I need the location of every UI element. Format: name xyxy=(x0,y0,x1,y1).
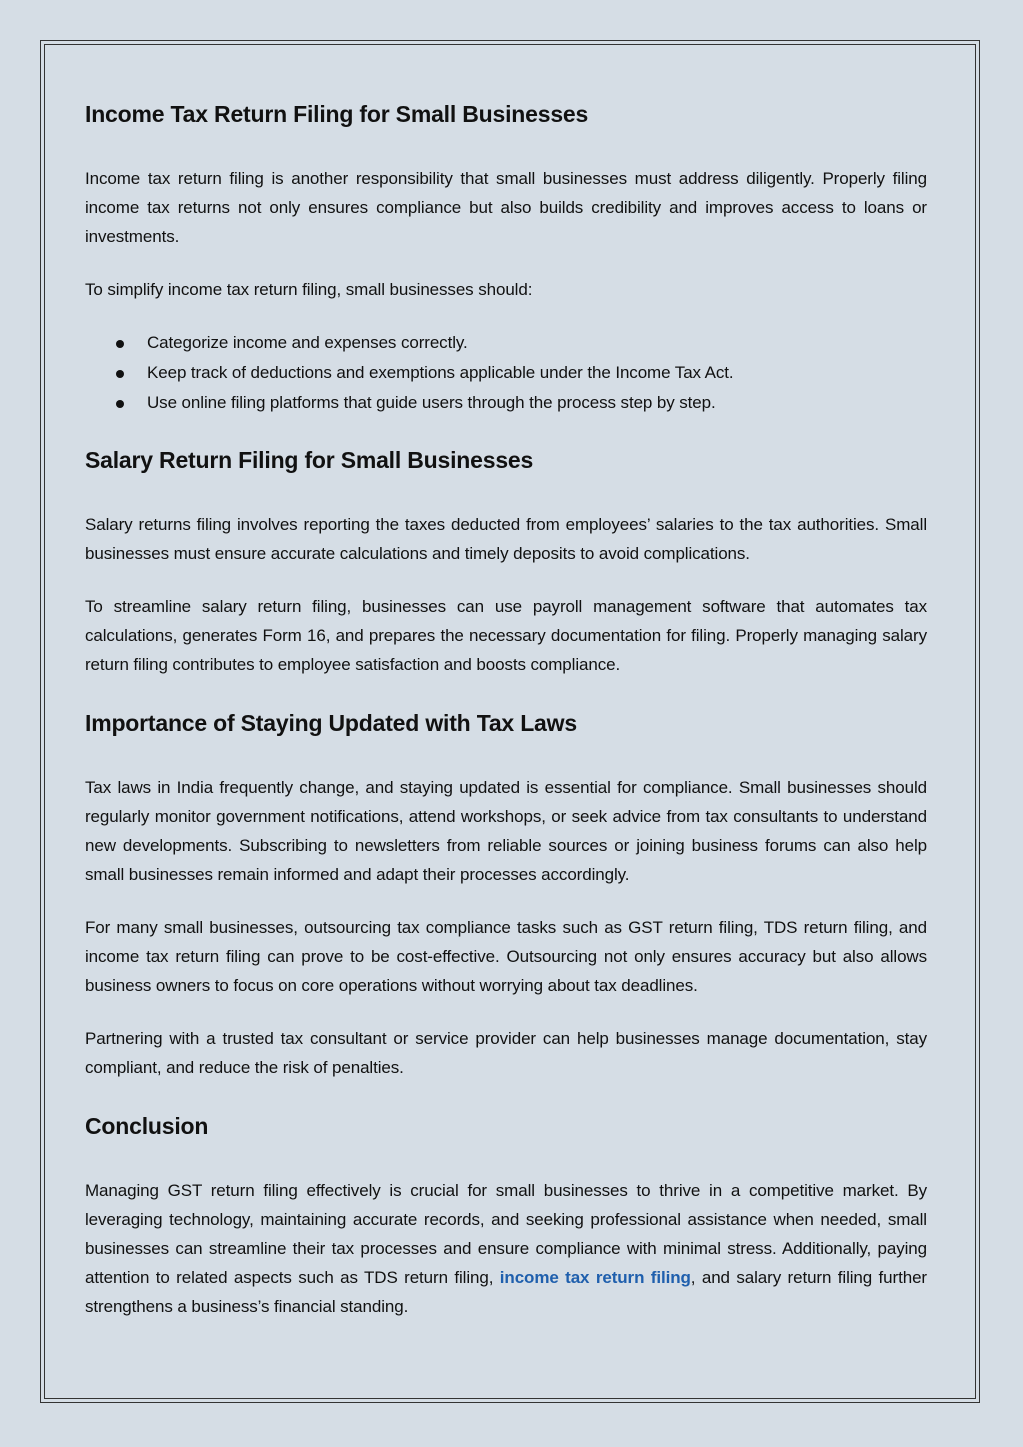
paragraph: To streamline salary return filing, businesses can use payroll management software that automates tax calculations, generates Form 16, and prepares the necessary documentation for filing. Properly managing salary return filing contributes to employee satisfaction and boosts compliance. xyxy=(85,597,927,674)
section-income-tax-return xyxy=(85,94,927,418)
paragraph: Income tax return filing is another responsibility that small businesses must address diligently. Properly filing income tax returns not only ensures compliance but also builds credibility and improves access to loans or investments. xyxy=(85,169,927,246)
paragraph: Tax laws in India frequently change, and staying updated is essential for compliance. Small businesses should regularly monitor government notifications, attend workshops, or seek advice from tax consultants to understand new developments. Subscribing to newsletters from reliable sources or joining business forums can also help small businesses remain informed and adapt their processes accordingly. xyxy=(85,778,927,884)
income-tax-return-filing-link[interactable]: income tax return filing xyxy=(499,1268,691,1287)
paragraph: For many small businesses, outsourcing tax compliance tasks such as GST return filing, TDS return filing, and income tax return filing can prove to be cost-effective. Outsourcing not only ensures accuracy but also allows business owners to focus on core operations without worrying about tax deadlines. xyxy=(85,918,927,995)
conclusion-text-end: , and salary return filing further strengthens a business’s financial standing. xyxy=(85,1268,927,1316)
conclusion-text-start: Managing GST return filing effectively is crucial for small businesses to thrive in a competitive market. By leveraging technology, maintaining accurate records, and seeking professional assistance when needed, small businesses can streamline their tax processes and ensure compliance with minimal stress. Additionally, paying attention to related aspects such as TDS return filing, xyxy=(85,1181,927,1287)
section-salary-return xyxy=(85,440,927,679)
list-item: Keep track of deductions and exemptions applicable under the Income Tax Act. xyxy=(85,358,927,388)
list-item: Use online filing platforms that guide users through the process step by step. xyxy=(85,388,927,418)
section-heading: Income Tax Return Filing for Small Businesses xyxy=(85,101,589,127)
paragraph: Partnering with a trusted tax consultant or service provider can help businesses manage documentation, stay compliant, and reduce the risk of penalties. xyxy=(85,1029,927,1077)
section-tax-law-updates xyxy=(85,703,927,1082)
paragraph: Salary returns filing involves reporting the taxes deducted from employees’ salaries to the tax authorities. Small businesses must ensure accurate calculations and timely deposits to avoid complications. xyxy=(85,515,927,563)
section-heading: Conclusion xyxy=(85,1113,209,1139)
conclusion-paragraph xyxy=(85,1176,927,1321)
section-conclusion xyxy=(85,1106,927,1321)
bullet-list xyxy=(85,328,927,418)
section-heading: Salary Return Filing for Small Businesses xyxy=(85,447,534,473)
section-heading: Importance of Staying Updated with Tax Laws xyxy=(85,710,577,736)
paragraph: To simplify income tax return filing, small businesses should: xyxy=(85,280,533,299)
list-item: Categorize income and expenses correctly. xyxy=(85,328,927,358)
document-body xyxy=(85,94,927,1345)
